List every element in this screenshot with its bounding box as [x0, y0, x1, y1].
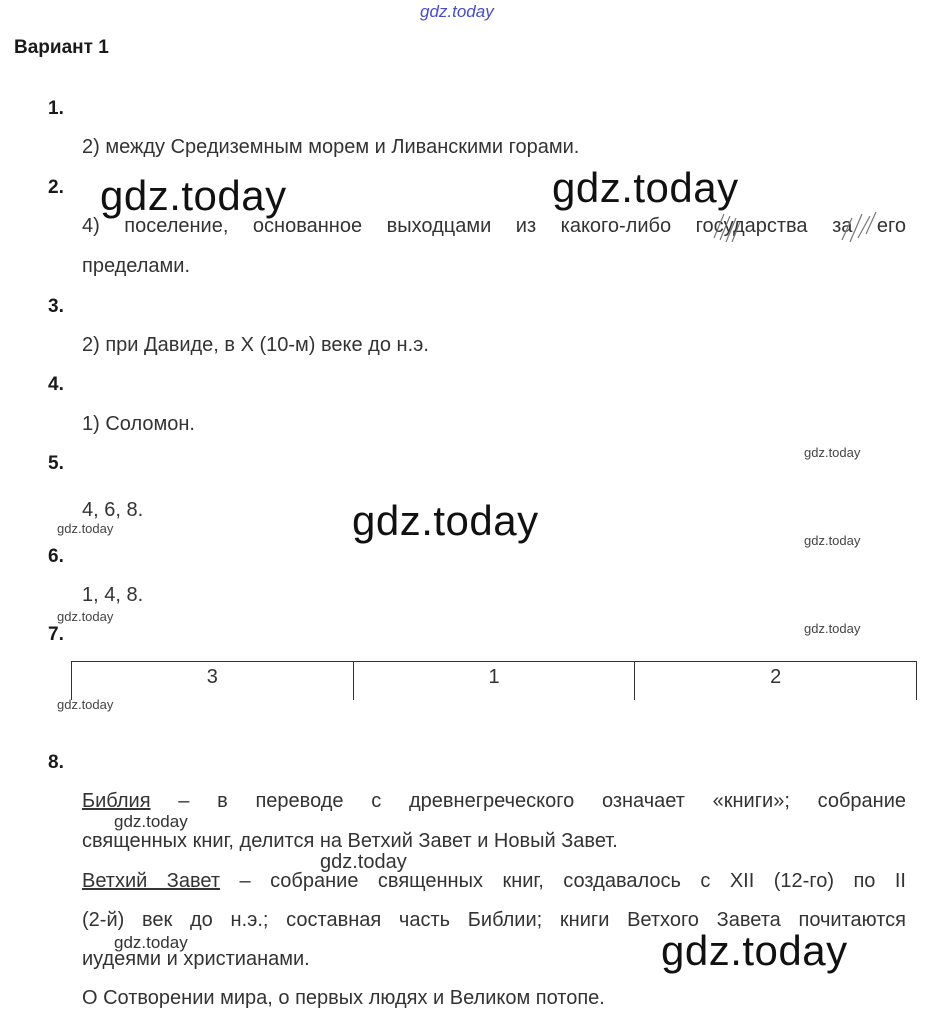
question-number-8: 8. [48, 752, 64, 773]
answer-6: 1, 4, 8. [82, 584, 144, 606]
answer-2-line-2: пределами. [82, 255, 191, 277]
answer-8-last-line: О Сотворении мира, о первых людях и Великом потопе. [82, 987, 605, 1009]
answer-7-table [71, 661, 917, 700]
answer-5: 4, 6, 8. [82, 499, 144, 521]
watermark-small: gdz.today [57, 521, 114, 536]
answer-2-line-1: 4) поселение, основанное выходцами из какого-либо государства за его [82, 215, 906, 237]
question-number-1: 1. [48, 98, 64, 119]
ot-definition-part-1: – собрание священных книг, создавалось с XII (12-го) по II [220, 870, 906, 892]
answer-8-bible-line-1 [82, 790, 906, 813]
watermark-big: gdz.today [352, 497, 539, 544]
question-number-6: 6. [48, 546, 64, 567]
bible-definition-part-1: – в переводе с древнегреческого означает «книги»; собрание [150, 790, 906, 812]
watermark-small: gdz.today [804, 445, 861, 460]
scribble-mark [706, 208, 766, 248]
answer-8-ot-line-3: иудеями и христианами. [82, 948, 310, 970]
answer-3: 2) при Давиде, в X (10-м) веке до н.э. [82, 334, 429, 356]
question-number-4: 4. [48, 374, 64, 395]
watermark-medium: gdz.today [114, 933, 188, 952]
table-cell: 2 [634, 662, 917, 700]
answer-1: 2) между Средиземным морем и Ливанскими горами. [82, 136, 580, 158]
watermark-big: gdz.today [661, 927, 848, 974]
term-old-testament: Ветхий Завет [82, 870, 220, 892]
scribble-mark [836, 208, 886, 248]
table-cell: 3 [71, 662, 353, 700]
question-number-5: 5. [48, 453, 64, 474]
watermark-small: gdz.today [57, 609, 114, 624]
watermark-top: gdz.today [420, 2, 494, 21]
answer-4: 1) Соломон. [82, 413, 195, 435]
question-number-3: 3. [48, 296, 64, 317]
page-title: Вариант 1 [14, 37, 109, 58]
watermark-small: gdz.today [804, 533, 861, 548]
term-bible: Библия [82, 790, 151, 812]
watermark-big: gdz.today [552, 164, 739, 211]
watermark-small: gdz.today [57, 697, 114, 712]
answer-8-ot-line-1 [82, 870, 906, 893]
question-number-2: 2. [48, 177, 64, 198]
watermark-small: gdz.today [804, 621, 861, 636]
watermark-big: gdz.today [100, 172, 287, 219]
answer-8-bible-line-2: священных книг, делится на Ветхий Завет и Новый Завет. [82, 830, 618, 852]
watermark-medium: gdz.today [320, 851, 407, 873]
table-cell: 1 [353, 662, 635, 700]
watermark-medium: gdz.today [114, 812, 188, 831]
question-number-7: 7. [48, 624, 64, 645]
answer-8-ot-line-2: (2-й) век до н.э.; составная часть Библии; книги Ветхого Завета почитаются [82, 909, 906, 931]
